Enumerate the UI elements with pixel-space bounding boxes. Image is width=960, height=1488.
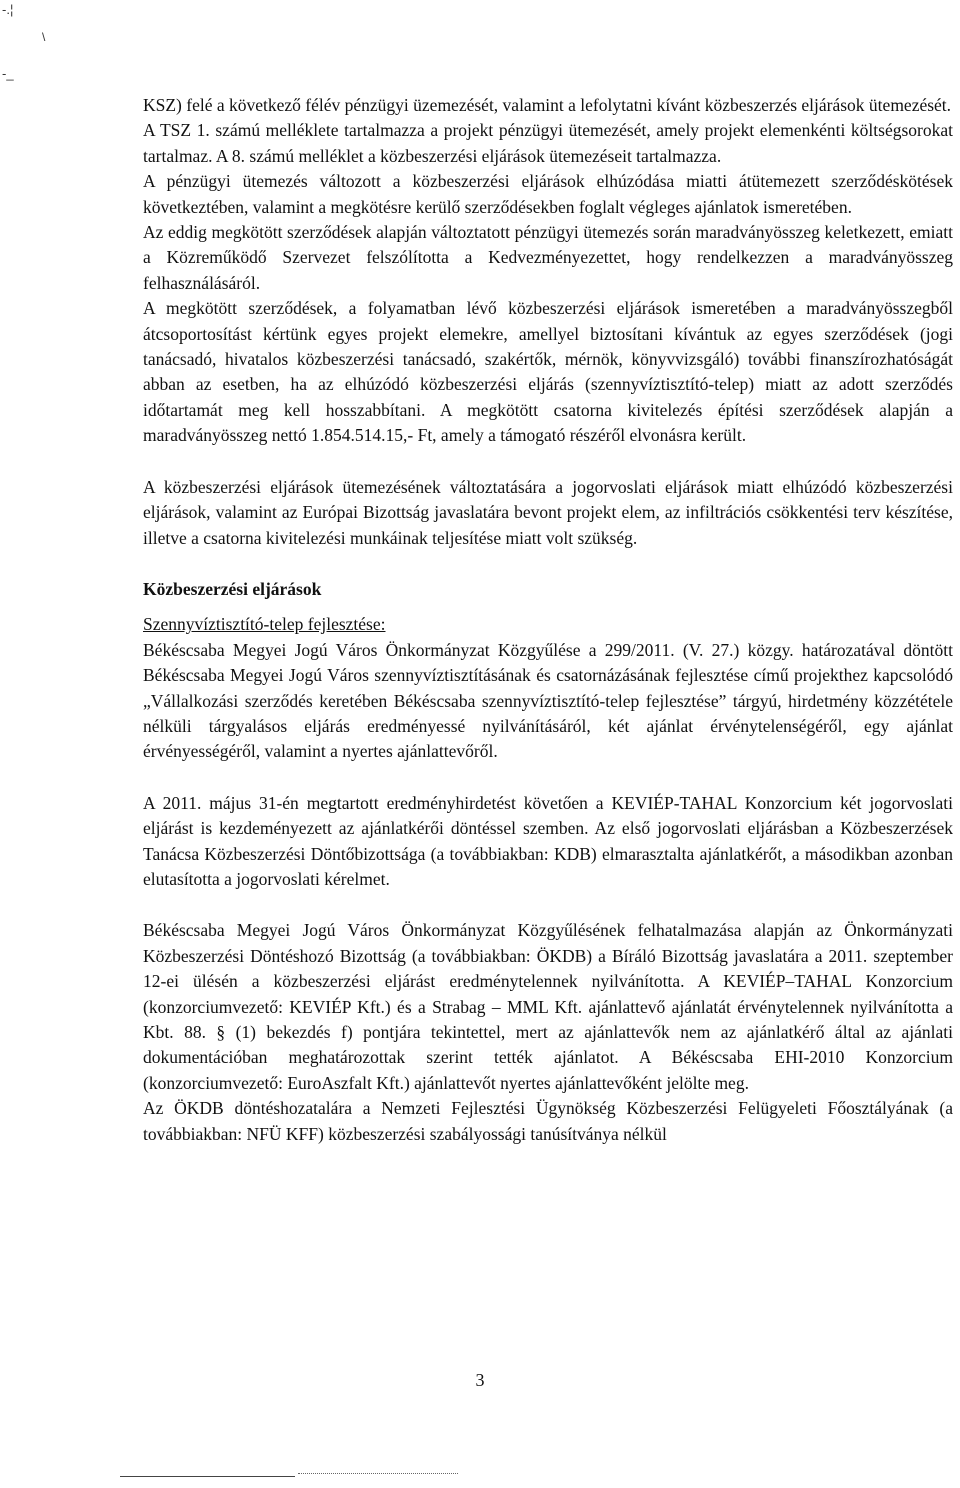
subsection-heading: Szennyvíztisztító-telep fejlesztése:: [143, 614, 386, 635]
paragraph: A pénzügyi ütemezés változott a közbeszerzési eljárások elhúzódása miatti átütemezett szerződéskötések következtében, valamint a megkötésre kerülő szerződésekben foglalt végleges ajánlatok ismeretében.: [143, 171, 953, 217]
paragraph: A TSZ 1. számú melléklete tartalmazza a projekt pénzügyi ütemezését, amely projekt elemenkénti költségsorokat tartalmaz. A 8. számú melléklet a közbeszerzési eljárások ütemezéseit tartalmazza.: [143, 120, 953, 166]
margin-mark: \: [42, 30, 46, 44]
paragraph: KSZ) felé a következő félév pénzügyi üzemezését, valamint a lefolytatni kívánt közbeszerzés eljárások ütemezését.: [143, 95, 952, 115]
page-number: 3: [475, 1370, 485, 1390]
margin-mark: -.¦: [2, 2, 14, 17]
footer-rule: [120, 1476, 295, 1477]
footer-dotted-rule: [298, 1473, 458, 1474]
paragraph: Békéscsaba Megyei Jogú Város Önkormányzat Közgyűlésének felhatalmazása alapján az Önkormányzati Közbeszerzési Döntéshozó Bizottság (a továbbiakban: ÖKDB) a Bíráló Bizottság javaslatára a 2011. szeptember 12-ei ülésén a közbeszerzési eljárást eredménytelennek nyilvánította. A KEVIÉP–TAHAL Konzorcium (konzorciumvezető: KEVIÉP Kft.) és a Strabag – MML Kft. ajánlattevő ajánlatát érvénytelennek nyilvánította a Kbt. 88. § (1) bekezdés f) pontjára tekintettel, mert az ajánlattevők nem az ajánlatkérő által az ajánlati dokumentációban meghatározottak szerint tették ajánlatot. A Békéscsaba EHI-2010 Konzorcium (konzorciumvezető: EuroAszfalt Kft.) ajánlattevőt nyertes ajánlattevőként jelölte meg.: [143, 920, 953, 1093]
section-heading: Közbeszerzési eljárások: [143, 578, 322, 599]
document-body: [143, 93, 953, 1147]
margin-mark: -_: [2, 66, 14, 81]
paragraph: Az eddig megkötött szerződések alapján változtatott pénzügyi ütemezés során maradványösszeg keletkezett, emiatt a Közreműködő Szervezet felszólította a Kedvezményezettet, hogy rendelkezzen a maradványösszeg felhasználásáról.: [143, 222, 953, 293]
paragraph: A 2011. május 31-én megtartott eredményhirdetést követően a KEVIÉP-TAHAL Konzorcium két jogorvoslati eljárást is kezdeményezett az ajánlatkérői döntéssel szemben. Az első jogorvoslati eljárásban a Közbeszerzések Tanácsa Közbeszerzési Döntőbizottsága (a továbbiakban: KDB) elmarasztalta ajánlatkérőt, a másodikban azonban elutasította a jogorvoslati kérelmet.: [143, 792, 953, 889]
paragraph: Békéscsaba Megyei Jogú Város Önkormányzat Közgyűlése a 299/2011. (V. 27.) közgy. határozatával döntött Békéscsaba Megyei Jogú Város szennyvíztisztításának és csatornázásának fejlesztése című projekthez kapcsolódó „Vállalkozási szerződés keretében Békéscsaba szennyvíztisztító-telep fejlesztése” tárgyú, hirdetmény közzététele nélküli tárgyalásos eljárás eredményessé nyilvánításáról, két ajánlat érvénytelenségéről, egy ajánlat érvényességéről, valamint a nyertes ajánlattevőről.: [143, 639, 953, 762]
paragraph: Az ÖKDB döntéshozatalára a Nemzeti Fejlesztési Ügynökség Közbeszerzési Felügyeleti Főosztályának (a továbbiakban: NFÜ KFF) közbeszerzési szabályossági tanúsítványa nélkül: [143, 1098, 953, 1144]
paragraph: A megkötött szerződések, a folyamatban lévő közbeszerzési eljárások ismeretében a maradványösszegből átcsoportosítást kértünk egyes projekt elemekre, amellyel biztosítani kívántuk az egyes szerződések (jogi tanácsadó, hivatalos közbeszerzési tanácsadó, szakértők, mérnök, könyvvizsgáló) további finanszírozhatóságát abban az esetben, ha az elhúzódó közbeszerzési eljárás (szennyvíztisztító-telep) miatt az adott szerződés időtartamát meg kell hosszabbítani. A megkötött csatorna kivitelezés építési szerződések alapján a maradványösszeg nettó 1.854.514.15,- Ft, amely a támogató részéről elvonásra került.: [143, 298, 953, 446]
paragraph: A közbeszerzési eljárások ütemezésének változtatására a jogorvoslati eljárások miatt elhúzódó közbeszerzési eljárások, valamint az Európai Bizottság javaslatára bevont projekt elem, az infiltrációs csökkentési terv készítése, illetve a csatorna kivitelezési munkáinak teljesítése miatt volt szükség.: [143, 476, 953, 548]
